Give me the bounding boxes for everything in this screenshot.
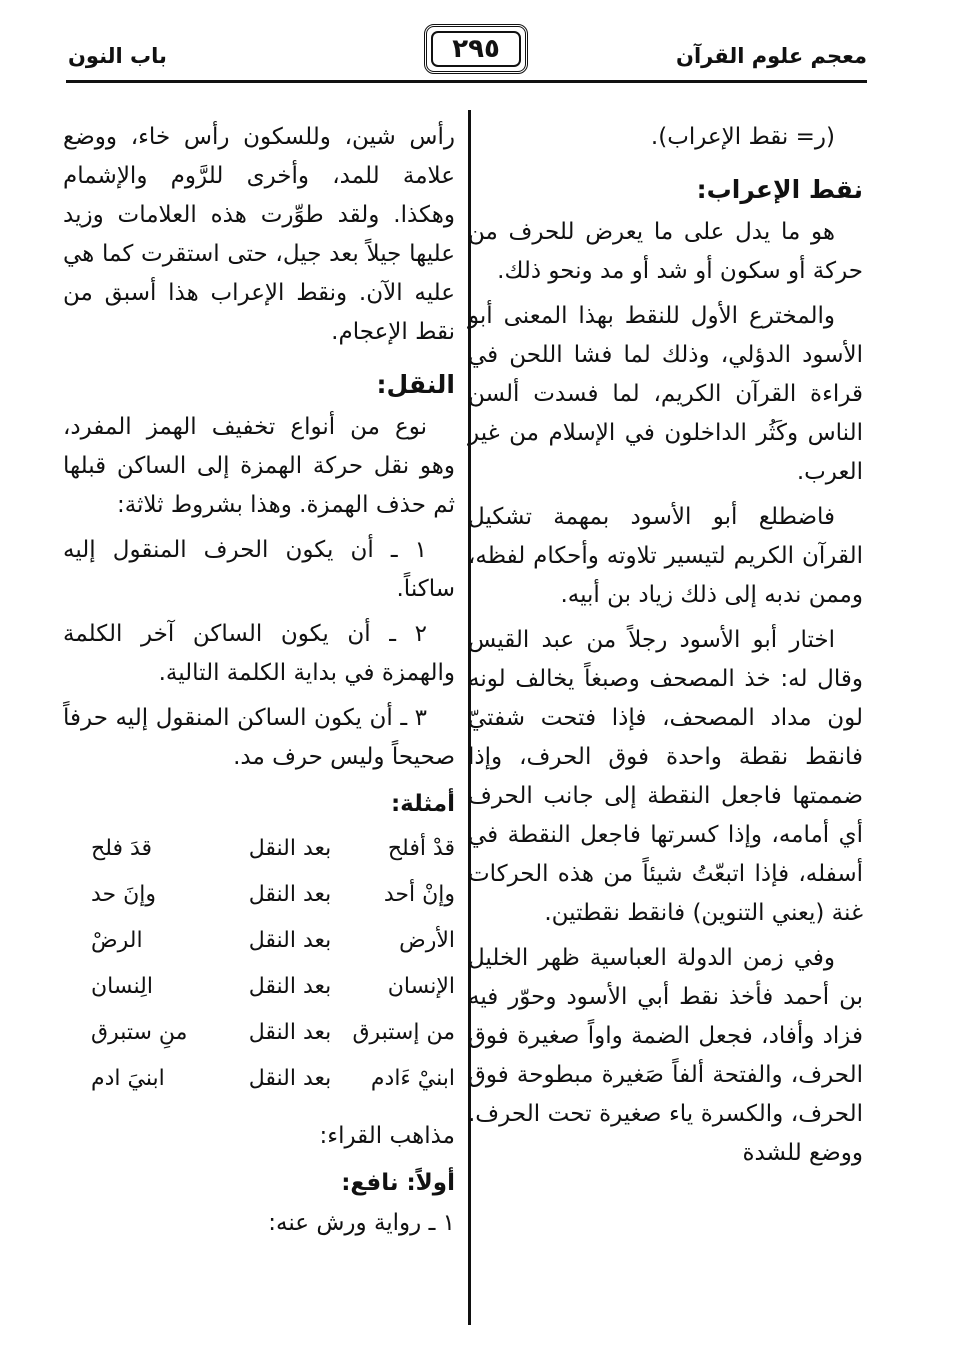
example-row xyxy=(85,1009,455,1055)
example-after: وإنَ حد xyxy=(91,881,157,907)
example-middle: بعد النقل xyxy=(248,881,332,907)
paragraph: وفي زمن الدولة العباسية ظهر الخليل بن أحمد فأخذ نقط أبي الأسود وحوّر فيه فزاد وأفاد، فجعل الضمة واواً صغيرة فوق الحرف، والفتحة ألفاً صَغيرة مبطوحة فوق الحرف، والكسرة ياء صغيرة تحت الحرف. ووضع للشدة xyxy=(468,945,863,1166)
example-row xyxy=(85,1055,455,1101)
example-after: الرضْ xyxy=(91,927,143,953)
cross-reference: (ر= نقط الإعراب). xyxy=(650,124,835,150)
continuation-paragraph: رأس شين، وللسكون رأس خاء، ووضع علامة للمد، وأخرى للرَّوم والإشمام وهكذا. ولقد طوِّرت هذه العلامات وزيد عليها جيلاً بعد جيل، حتى استقرت كما هي عليه الآن. ونقط الإعراب هذا أسبق من نقط الإعجام. xyxy=(63,124,455,345)
example-row xyxy=(85,825,455,871)
example-before: وإنْ أحد xyxy=(383,881,455,907)
paragraph: نوع من أنواع تخفيف الهمز المفرد، وهو نقل حركة الهمزة إلى الساكن قبلها ثم حذف الهمزة. وهذا بشروط ثلاثة: xyxy=(63,414,455,518)
example-row xyxy=(85,871,455,917)
example-middle: بعد النقل xyxy=(248,973,332,999)
paragraph: والمخترع الأول للنقط بهذا المعنى أبو الأسود الدؤلي، وذلك لما فشا اللحن في قراءة القرآن الكريم، لما فسدت ألسن الناس وكَثُر الداخلون في الإسلام من غير العرب. xyxy=(468,303,863,485)
examples-table xyxy=(85,825,455,1101)
condition-item: ٣ ـ أن يكون الساكن المنقول إليه حرفاً صحيحاً وليس حرف مد. xyxy=(63,705,455,770)
example-middle: بعد النقل xyxy=(248,835,332,861)
example-after: الِنسان xyxy=(91,973,153,999)
example-before: من إستبرق xyxy=(352,1019,455,1045)
example-before: ابنيْ ءَادم xyxy=(370,1065,455,1091)
examples-label: أمثلة: xyxy=(390,791,455,817)
paragraph: هو ما يدل على ما يعرض للحرف من حركة أو سكون أو شد أو مد ونحو ذلك. xyxy=(468,219,863,284)
example-before: الأرض xyxy=(399,927,455,953)
condition-item: ٢ ـ أن يكون الساكن آخر الكلمة والهمزة في بداية الكلمة التالية. xyxy=(63,621,455,686)
example-row xyxy=(85,917,455,963)
example-row xyxy=(85,963,455,1009)
example-before: الإنسان xyxy=(387,973,455,999)
madhahib-label: مذاهب القراء: xyxy=(319,1123,455,1149)
book-title: معجم علوم القرآن xyxy=(676,44,867,68)
example-after: قدَ فلح xyxy=(91,835,153,861)
page-number-box xyxy=(424,24,528,74)
paragraph: اختار أبو الأسود رجلاً من عبد القيس وقال له: خذ المصحف وصبغاً يخالف لونه لون مداد المصحف، فإذا فتحت شفتيّ فانقط نقطة واحدة فوق الحرف، وإذا ضممتها فاجعل النقطة إلى جانب الحرف أي أمامه، وإذا كسرتها فاجعل النقطة في أسفله، فإذا اتبعّتُ شيئاً من هذه الحركات غنة (يعني التنوين) فانقط نقطتين. xyxy=(468,627,863,926)
example-after: منِ ستبرق xyxy=(91,1019,188,1045)
chapter-title: باب النون xyxy=(68,44,167,68)
entry-heading-al-naql: النقل: xyxy=(376,370,455,399)
example-middle: بعد النقل xyxy=(248,1019,332,1045)
example-middle: بعد النقل xyxy=(248,1065,332,1091)
right-column xyxy=(468,118,863,1179)
page-number: ٢٩٥ xyxy=(452,34,500,64)
left-column xyxy=(63,118,455,1249)
entry-heading-naqt-al-irab: نقط الإعراب: xyxy=(696,175,863,204)
first-reader-label: أولاً: نافع: xyxy=(341,1170,455,1196)
riwaya-label: ١ ـ رواية ورش عنه: xyxy=(268,1210,455,1236)
header-rule xyxy=(66,80,867,83)
example-before: قدْ أفلح xyxy=(387,835,455,861)
condition-item: ١ ـ أن يكون الحرف المنقول إليه ساكناً. xyxy=(63,537,455,602)
example-middle: بعد النقل xyxy=(248,927,332,953)
example-after: ابنيَ ادم xyxy=(91,1065,165,1091)
paragraph: فاضطلع أبو الأسود بمهمة تشكيل القرآن الكريم لتيسير تلاوته وأحكام لفظه، وممن ندبه إلى ذلك زياد بن أبيه. xyxy=(468,504,863,608)
